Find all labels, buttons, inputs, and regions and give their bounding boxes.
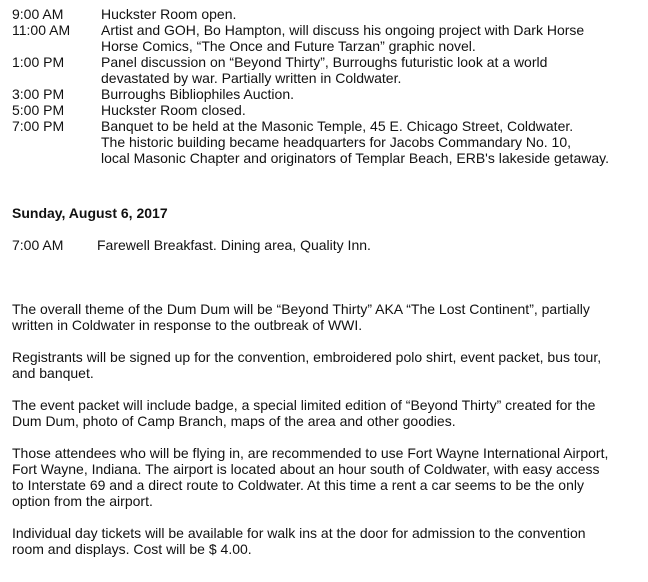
paragraph-line: Those attendees who will be flying in, are recommended to use Fort Wayne International Airport, [12, 445, 609, 461]
event-description [101, 6, 642, 22]
paragraph-line: and banquet. [12, 365, 94, 381]
info-paragraphs [12, 301, 642, 573]
event-description [101, 118, 642, 166]
paragraph-line: The event packet will include badge, a special limited edition of “Beyond Thirty” created for the [12, 397, 596, 413]
event-text-line: devastated by war. Partially written in Coldwater. [101, 70, 402, 86]
tickets-paragraph [12, 525, 642, 557]
paragraph-line: Dum Dum, photo of Camp Branch, maps of the area and other goodies. [12, 413, 456, 429]
paragraph-line: option from the airport. [12, 493, 153, 509]
event-text-line: Farewell Breakfast. Dining area, Quality Inn. [97, 237, 371, 253]
event-description [97, 237, 371, 253]
event-time: 3:00 PM [12, 86, 65, 102]
event-time: 7:00 PM [12, 118, 65, 134]
paragraph-line: Registrants will be signed up for the convention, embroidered polo shirt, event packet, bus tour, [12, 349, 602, 365]
paragraph-line: room and displays. Cost will be $ 4.00. [12, 541, 252, 557]
event-text-line: Burroughs Bibliophiles Auction. [101, 86, 295, 102]
event-description [101, 54, 642, 86]
event-text-line: The historic building became headquarters for Jacobs Commandary No. 10, [101, 134, 572, 150]
event-description [101, 86, 642, 102]
theme-paragraph [12, 301, 642, 333]
event-time: 9:00 AM [12, 6, 64, 22]
sunday-schedule-row [12, 237, 371, 253]
schedule-row [12, 22, 642, 54]
event-text-line: Panel discussion on “Beyond Thirty”, Burroughs futuristic look at a world [101, 54, 548, 70]
schedule-row [12, 118, 642, 166]
travel-paragraph [12, 445, 642, 509]
paragraph-line: The overall theme of the Dum Dum will be “Beyond Thirty” AKA “The Lost Continent”, partially [12, 301, 590, 317]
event-description [101, 22, 642, 54]
paragraph-line: written in Coldwater in response to the outbreak of WWI. [12, 317, 363, 333]
event-description [101, 102, 642, 118]
sunday-heading: Sunday, August 6, 2017 [12, 205, 168, 221]
saturday-schedule [12, 6, 642, 166]
schedule-row [12, 86, 642, 102]
event-text-line: Horse Comics, “The Once and Future Tarzan” graphic novel. [101, 38, 476, 54]
paragraph-line: Individual day tickets will be available for walk ins at the door for admission to the convention [12, 525, 586, 541]
event-text-line: Huckster Room closed. [101, 102, 246, 118]
paragraph-line: to Interstate 69 and a direct route to Coldwater. At this time a rent a car seems to be the only [12, 477, 584, 493]
event-text-line: Banquet to be held at the Masonic Temple, 45 E. Chicago Street, Coldwater. [101, 118, 574, 134]
event-time: 7:00 AM [12, 237, 64, 253]
schedule-row [12, 102, 642, 118]
event-text-line: local Masonic Chapter and originators of Templar Beach, ERB's lakeside getaway. [101, 150, 609, 166]
schedule-row [12, 6, 642, 22]
event-packet-paragraph [12, 397, 642, 429]
paragraph-line: Fort Wayne, Indiana. The airport is located about an hour south of Coldwater, with easy access [12, 461, 600, 477]
event-time: 5:00 PM [12, 102, 65, 118]
event-time: 11:00 AM [12, 22, 71, 38]
event-text-line: Artist and GOH, Bo Hampton, will discuss his ongoing project with Dark Horse [101, 22, 585, 38]
registration-paragraph [12, 349, 642, 381]
event-time: 1:00 PM [12, 54, 65, 70]
event-text-line: Huckster Room open. [101, 6, 237, 22]
schedule-row [12, 54, 642, 86]
